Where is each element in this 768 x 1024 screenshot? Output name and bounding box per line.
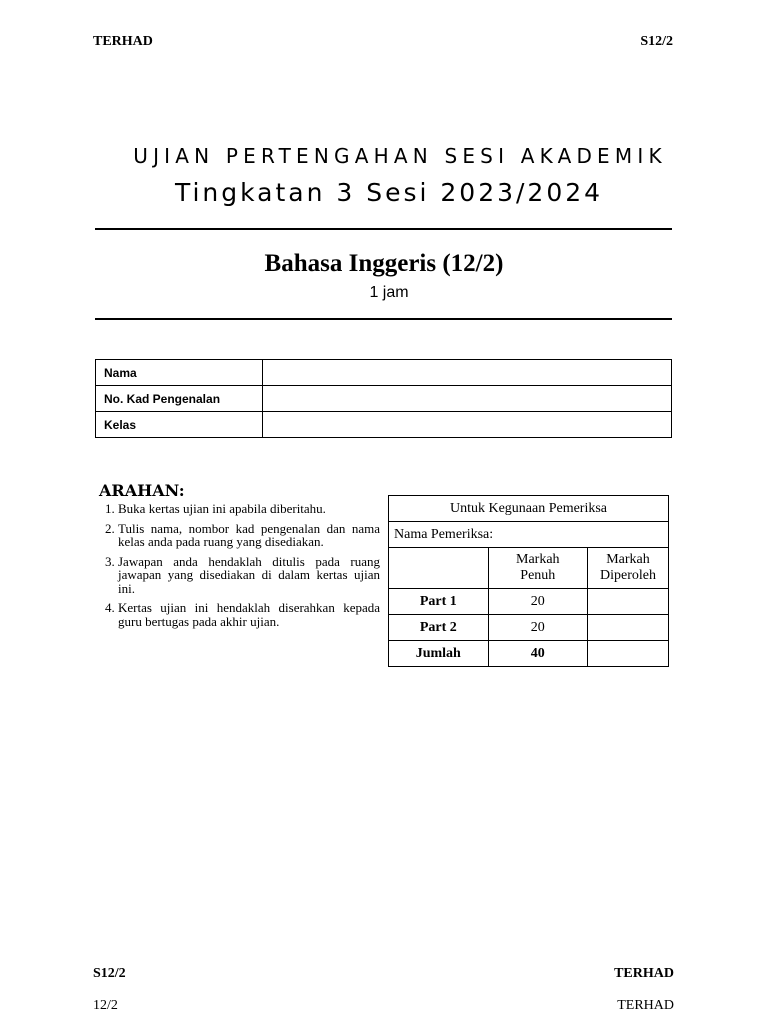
obtained-mark[interactable] <box>588 641 669 667</box>
duration: 1 jam <box>369 284 409 301</box>
table-row <box>96 386 672 412</box>
table-row <box>389 615 669 641</box>
class-label: Kelas <box>96 412 263 438</box>
divider <box>95 228 672 230</box>
list-item: 1. Buka kertas ujian ini apabila diberitahu. <box>118 502 380 516</box>
examiner-marks-table <box>388 495 669 667</box>
instructions-list <box>103 502 380 634</box>
class-field[interactable] <box>263 412 672 438</box>
footer-classification-secondary: TERHAD <box>617 998 674 1013</box>
empty-cell <box>389 548 489 589</box>
row-label: Part 2 <box>389 615 489 641</box>
exam-title: UJIAN PERTENGAHAN SESI AKADEMIK <box>133 144 667 168</box>
table-row <box>389 522 669 548</box>
full-mark: 20 <box>488 615 587 641</box>
table-row <box>96 360 672 386</box>
footer-code: S12/2 <box>93 966 126 981</box>
table-row <box>389 548 669 589</box>
ic-field[interactable] <box>263 386 672 412</box>
table-row <box>389 589 669 615</box>
table-row <box>389 641 669 667</box>
name-label: Nama <box>96 360 263 386</box>
row-label: Part 1 <box>389 589 489 615</box>
list-item: 3. Jawapan anda hendaklah ditulis pada ruang jawapan yang disediakan di dalam kertas ujian ini. <box>118 555 380 596</box>
footer-classification: TERHAD <box>614 966 674 981</box>
obtained-mark[interactable] <box>588 589 669 615</box>
full-mark: 40 <box>488 641 587 667</box>
divider <box>95 318 672 320</box>
marks-table-title: Untuk Kegunaan Pemeriksa <box>389 496 669 522</box>
list-item: 2. Tulis nama, nombor kad pengenalan dan nama kelas anda pada ruang yang disediakan. <box>118 522 380 549</box>
col-full-marks: Markah Penuh <box>488 548 587 589</box>
exam-subtitle: Tingkatan 3 Sesi 2023/2024 <box>174 178 604 207</box>
obtained-mark[interactable] <box>588 615 669 641</box>
examiner-name-label: Nama Pemeriksa: <box>389 522 669 548</box>
name-field[interactable] <box>263 360 672 386</box>
header-classification: TERHAD <box>93 34 153 49</box>
candidate-info-table <box>95 359 672 438</box>
row-label: Jumlah <box>389 641 489 667</box>
subject-title: Bahasa Inggeris (12/2) <box>264 250 504 277</box>
table-row <box>389 496 669 522</box>
instructions-heading: ARAHAN: <box>99 481 185 500</box>
table-row <box>96 412 672 438</box>
list-item: 4. Kertas ujian ini hendaklah diserahkan kepada guru bertugas pada akhir ujian. <box>118 601 380 628</box>
ic-label: No. Kad Pengenalan <box>96 386 263 412</box>
full-mark: 20 <box>488 589 587 615</box>
footer-code-secondary: 12/2 <box>93 998 118 1013</box>
col-obtained-marks: Markah Diperoleh <box>588 548 669 589</box>
header-code: S12/2 <box>640 34 673 49</box>
